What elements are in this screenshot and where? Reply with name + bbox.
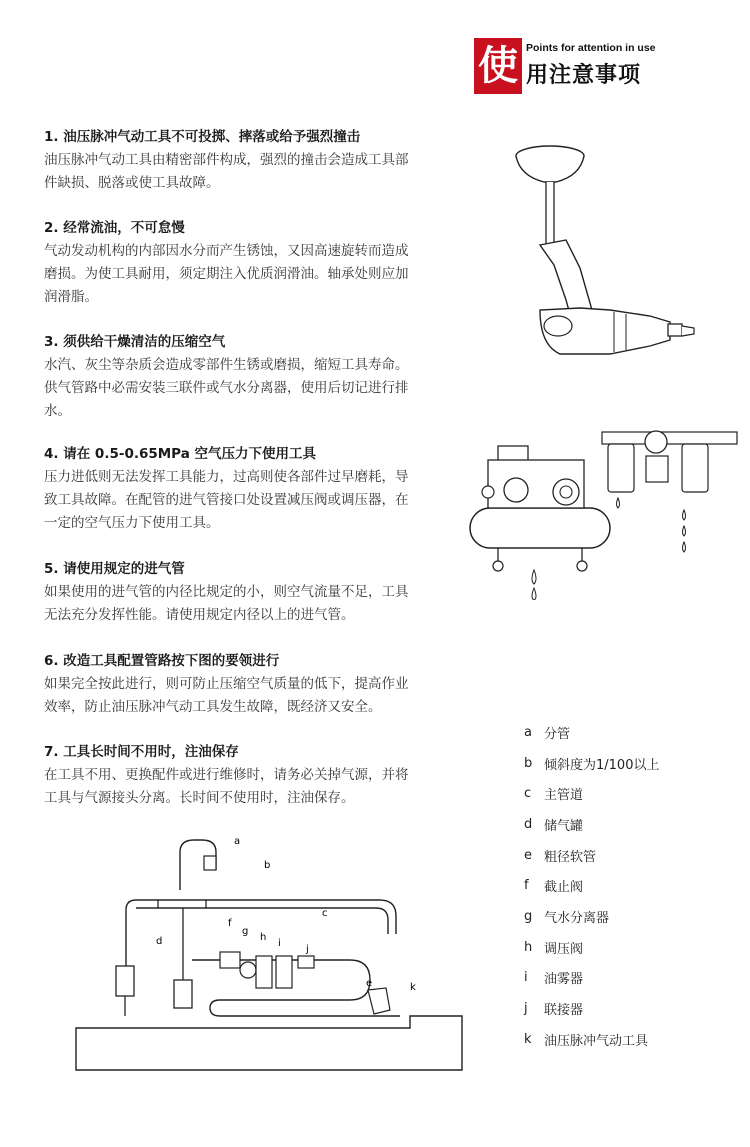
- diagram-label-f: f: [228, 918, 232, 929]
- note-7: [44, 742, 464, 810]
- header-badge: 使: [474, 38, 522, 94]
- legend-item: k 油压脉冲气动工具: [524, 1031, 649, 1049]
- diagram-label-k: k: [410, 982, 416, 993]
- note-title: 1. 油压脉冲气动工具不可投掷、摔落或给予强烈撞击: [44, 129, 361, 145]
- note-title: 2. 经常流油，不可怠慢: [44, 220, 185, 236]
- diagram-label-c: c: [322, 908, 328, 919]
- diagram-label-i: i: [278, 938, 281, 949]
- legend-item: c 主管道: [524, 786, 584, 804]
- note-title: 5. 请使用规定的进气管: [44, 561, 185, 577]
- note-body: 水汽、灰尘等杂质会造成零部件生锈或磨损，缩短工具寿命。 供气管路中必需安装三联件或气水分离器，使用后切记进行排 水。: [44, 357, 409, 419]
- note-body: 如果使用的进气管的内径比规定的小，则空气流量不足，工具 无法充分发挥性能。请使用规定内径以上的进气管。: [44, 584, 409, 623]
- legend-item: g 气水分离器: [524, 908, 610, 926]
- note-body: 油压脉冲气动工具由精密部件构成，强烈的撞击会造成工具部 件缺损、脱落或使工具故障。: [44, 152, 409, 191]
- diagram-label-j: j: [306, 944, 309, 955]
- note-body: 压力进低则无法发挥工具能力，过高则使各部件过早磨耗，导 致工具故障。在配管的进气管接口处设置减压阀或调压器，在 一定的空气压力下使用工具。: [44, 469, 409, 531]
- note-2: [44, 218, 464, 309]
- legend-item: h 调压阀: [524, 939, 584, 957]
- section-header: [474, 38, 664, 94]
- note-title: 3. 须供给干燥清洁的压缩空气: [44, 334, 226, 350]
- legend-item: d 储气罐: [524, 816, 584, 834]
- legend-item: j 联接器: [524, 1001, 584, 1019]
- note-4: [44, 444, 464, 535]
- diagram-label-d: d: [156, 936, 163, 947]
- note-6: [44, 651, 464, 719]
- diagram-label-b: b: [264, 860, 271, 871]
- legend-item: a 分管: [524, 724, 571, 742]
- header-chinese: 用注意事项: [526, 63, 642, 88]
- legend-item: f 截止阀: [524, 878, 584, 896]
- diagram-label-h: h: [260, 932, 267, 943]
- note-title: 6. 改造工具配置管路按下图的要领进行: [44, 653, 280, 669]
- note-body: 气动发动机构的内部因水分而产生锈蚀，又因高速旋转而造成 磨损。为使工具耐用，须定期注入优质润滑油。轴承处则应加 润滑脂。: [44, 243, 409, 305]
- diagram-label-g: g: [242, 926, 249, 937]
- note-title: 7. 工具长时间不用时，注油保存: [44, 744, 239, 760]
- note-body: 在工具不用、更换配件或进行维修时，请务必关掉气源，并将 工具与气源接头分离。长时间不使用时，注油保存。: [44, 767, 409, 806]
- piping-diagram: [70, 830, 490, 1075]
- diagram-label-e: e: [366, 978, 373, 989]
- note-3: [44, 332, 464, 423]
- oiling-tool-illustration: [510, 140, 710, 370]
- note-title: 4. 请在 0.5-0.65MPa 空气压力下使用工具: [44, 446, 317, 462]
- legend-item: b 倾斜度为1/100以上: [524, 755, 660, 773]
- diagram-legend: [524, 717, 739, 1055]
- diagram-label-a: a: [234, 836, 241, 847]
- legend-item: e 粗径软管: [524, 847, 597, 865]
- note-5: [44, 559, 464, 627]
- note-body: 如果完全按此进行，则可防止压缩空气质量的低下，提高作业 效率，防止油压脉冲气动工具发生故障，既经济又安全。: [44, 676, 409, 715]
- legend-item: i 油雾器: [524, 970, 584, 988]
- compressor-illustration: [458, 420, 748, 600]
- note-1: [44, 127, 464, 195]
- header-english: Points for attention in use: [526, 42, 656, 54]
